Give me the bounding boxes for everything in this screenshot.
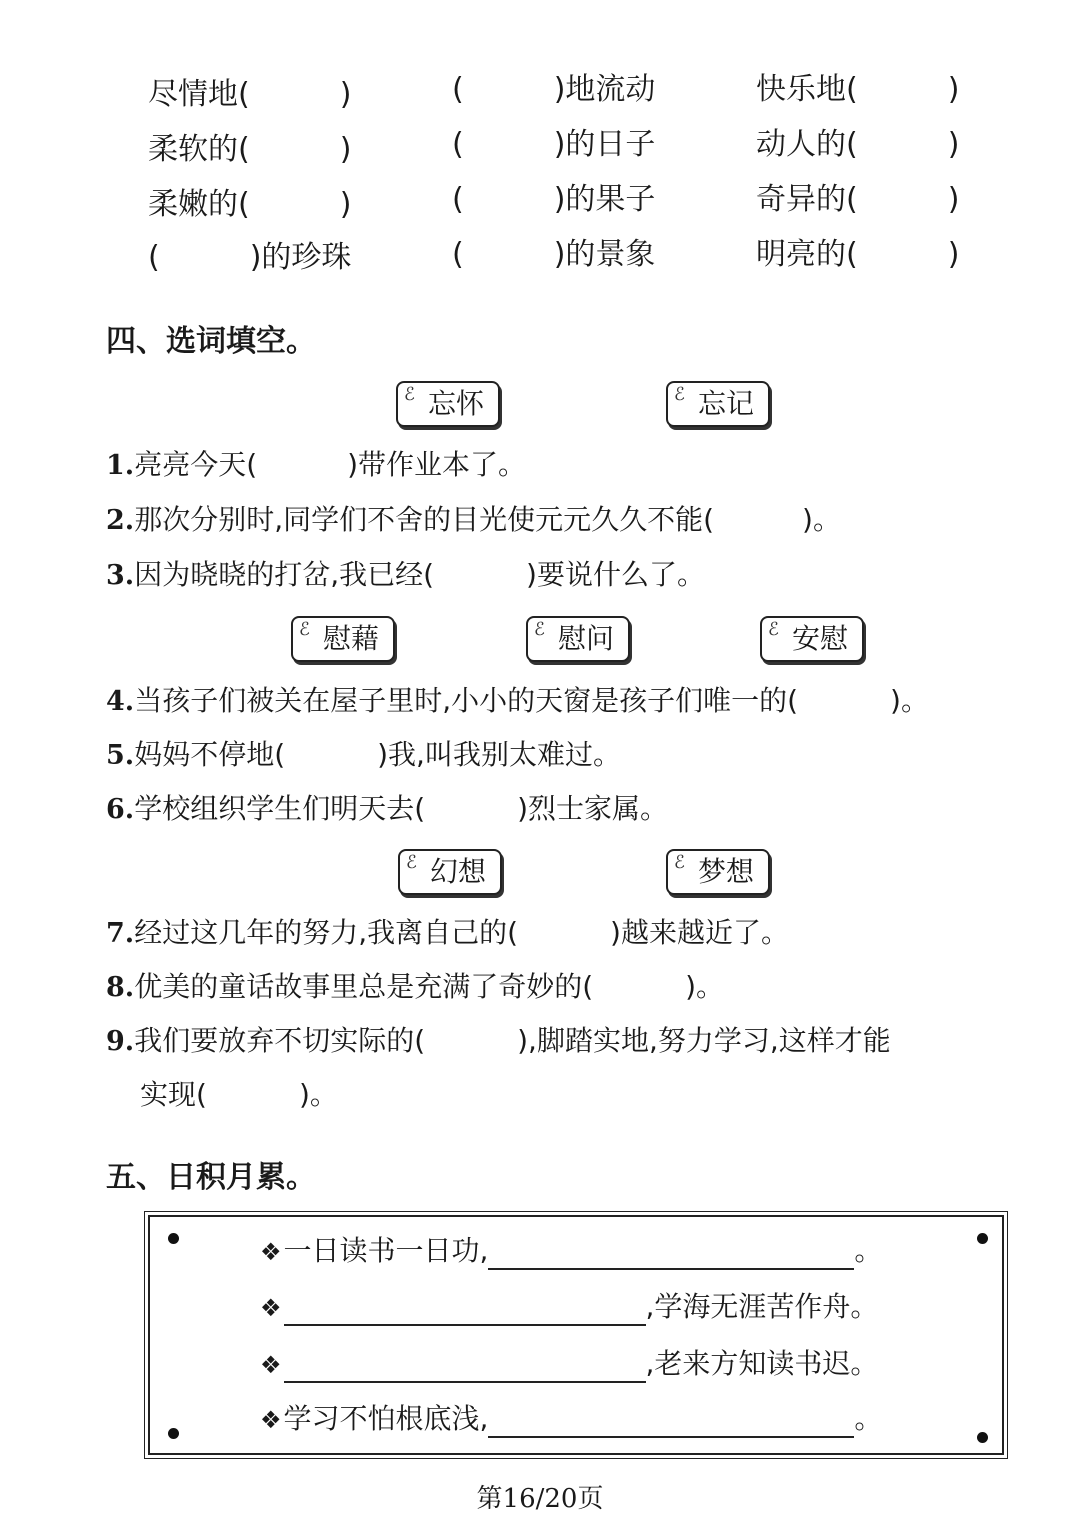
question-text: 当孩子们被关在屋子里时,小小的天窗是孩子们唯一的( xyxy=(134,684,799,717)
phrase-cell: 明亮的( ) xyxy=(756,237,960,272)
question-text: )越来越近了。 xyxy=(610,916,789,949)
saying-text: 学习不怕根底浅, xyxy=(283,1402,489,1435)
question-text: )。 xyxy=(802,503,841,536)
phrase-cell: 尽情地( ) xyxy=(148,77,352,112)
question-item xyxy=(106,1023,891,1060)
question-text: 我们要放弃不切实际的( xyxy=(134,1024,426,1057)
question-item xyxy=(106,915,789,952)
phrase-cell: 奇异的( ) xyxy=(756,182,960,217)
page-number: 第16/20页 xyxy=(476,1484,604,1514)
word-choice: 慰问 xyxy=(557,622,614,655)
question-text: 实现( xyxy=(140,1078,207,1111)
word-choice-box xyxy=(666,849,770,895)
word-choice: 忘记 xyxy=(697,387,754,420)
section-title: 五、日积月累。 xyxy=(106,1160,316,1195)
scroll-curl-icon: ℰ xyxy=(534,619,545,640)
word-choice-box xyxy=(666,381,770,427)
question-item xyxy=(106,791,668,828)
saying-text: 。 xyxy=(854,1402,883,1435)
question-text: )带作业本了。 xyxy=(347,448,527,481)
question-number: 3. xyxy=(106,560,135,591)
diamond-bullet-icon: ❖ xyxy=(260,1406,282,1434)
question-number: 7. xyxy=(106,918,135,949)
question-text: )烈士家属。 xyxy=(517,792,669,825)
question-text: )。 xyxy=(298,1078,338,1111)
scroll-curl-icon: ℰ xyxy=(768,619,779,640)
question-text: 那次分别时,同学们不舍的目光使元元久久不能( xyxy=(134,503,715,536)
question-item xyxy=(106,557,705,594)
scroll-curl-icon: ℰ xyxy=(674,852,685,873)
question-text: 亮亮今天( xyxy=(134,448,258,481)
answer-line[interactable] xyxy=(488,1242,854,1270)
question-text: )我,叫我别太难过。 xyxy=(377,738,621,771)
sayings-frame xyxy=(148,1215,1004,1455)
saying-text: ,学海无涯苦作舟。 xyxy=(645,1290,879,1323)
saying-text: 一日读书一日功, xyxy=(283,1234,489,1267)
word-choice-box xyxy=(396,381,500,427)
word-choice: 忘怀 xyxy=(427,387,484,420)
question-text: )。 xyxy=(685,970,725,1003)
phrase-cell: 动人的( ) xyxy=(756,127,960,162)
phrase-cell: 柔软的( ) xyxy=(148,132,352,167)
saying-text: 。 xyxy=(854,1234,883,1267)
phrase-cell: ( )的景象 xyxy=(452,237,656,272)
nail-icon xyxy=(168,1428,179,1439)
word-choice: 安慰 xyxy=(791,622,848,655)
saying-line xyxy=(260,1346,878,1383)
diamond-bullet-icon: ❖ xyxy=(260,1238,282,1266)
question-text: 优美的童话故事里总是充满了奇妙的( xyxy=(134,970,594,1003)
question-text: )。 xyxy=(890,684,929,717)
scroll-curl-icon: ℰ xyxy=(674,384,685,405)
question-item xyxy=(106,447,526,484)
question-text: 妈妈不停地( xyxy=(134,738,286,771)
question-number: 8. xyxy=(106,972,135,1003)
question-number: 1. xyxy=(106,450,135,481)
saying-text: ,老来方知读书迟。 xyxy=(645,1347,879,1380)
nail-icon xyxy=(977,1233,988,1244)
phrase-cell: ( )的珍珠 xyxy=(148,240,352,275)
question-number: 4. xyxy=(106,686,135,717)
question-number: 9. xyxy=(106,1026,135,1057)
question-text: ),脚踏实地,努力学习,这样才能 xyxy=(517,1024,891,1057)
word-choice-box xyxy=(398,849,502,895)
question-item xyxy=(106,737,621,774)
question-item xyxy=(106,502,841,539)
question-item xyxy=(106,683,929,720)
phrase-cell: 快乐地( ) xyxy=(756,72,960,107)
word-choice: 幻想 xyxy=(429,855,486,888)
diamond-bullet-icon: ❖ xyxy=(260,1351,282,1379)
question-text: )要说什么了。 xyxy=(526,558,705,591)
question-number: 6. xyxy=(106,794,135,825)
saying-line xyxy=(260,1401,882,1438)
phrase-cell: ( )地流动 xyxy=(452,72,656,107)
question-text: 因为晓晓的打岔,我已经( xyxy=(134,558,435,591)
phrase-cell: ( )的果子 xyxy=(452,182,656,217)
nail-icon xyxy=(977,1432,988,1443)
scroll-curl-icon: ℰ xyxy=(406,852,417,873)
diamond-bullet-icon: ❖ xyxy=(260,1294,282,1322)
word-choice-box xyxy=(526,616,630,662)
phrase-cell: 柔嫩的( ) xyxy=(148,187,352,222)
saying-line xyxy=(260,1233,882,1270)
question-number: 2. xyxy=(106,505,135,536)
question-continuation xyxy=(140,1077,338,1113)
question-item xyxy=(106,969,724,1006)
word-choice: 慰藉 xyxy=(322,622,379,655)
answer-line[interactable] xyxy=(284,1298,646,1326)
answer-line[interactable] xyxy=(488,1410,854,1438)
saying-line xyxy=(260,1289,878,1326)
scroll-curl-icon: ℰ xyxy=(299,619,310,640)
answer-line[interactable] xyxy=(284,1355,646,1383)
nail-icon xyxy=(168,1233,179,1244)
section-title: 四、选词填空。 xyxy=(106,324,316,359)
word-choice-box xyxy=(760,616,864,662)
question-text: 学校组织学生们明天去( xyxy=(134,792,426,825)
question-text: 经过这几年的努力,我离自己的( xyxy=(134,916,519,949)
phrase-cell: ( )的日子 xyxy=(452,127,656,162)
word-choice-box xyxy=(291,616,395,662)
word-choice: 梦想 xyxy=(697,855,754,888)
question-number: 5. xyxy=(106,740,135,771)
scroll-curl-icon: ℰ xyxy=(404,384,415,405)
